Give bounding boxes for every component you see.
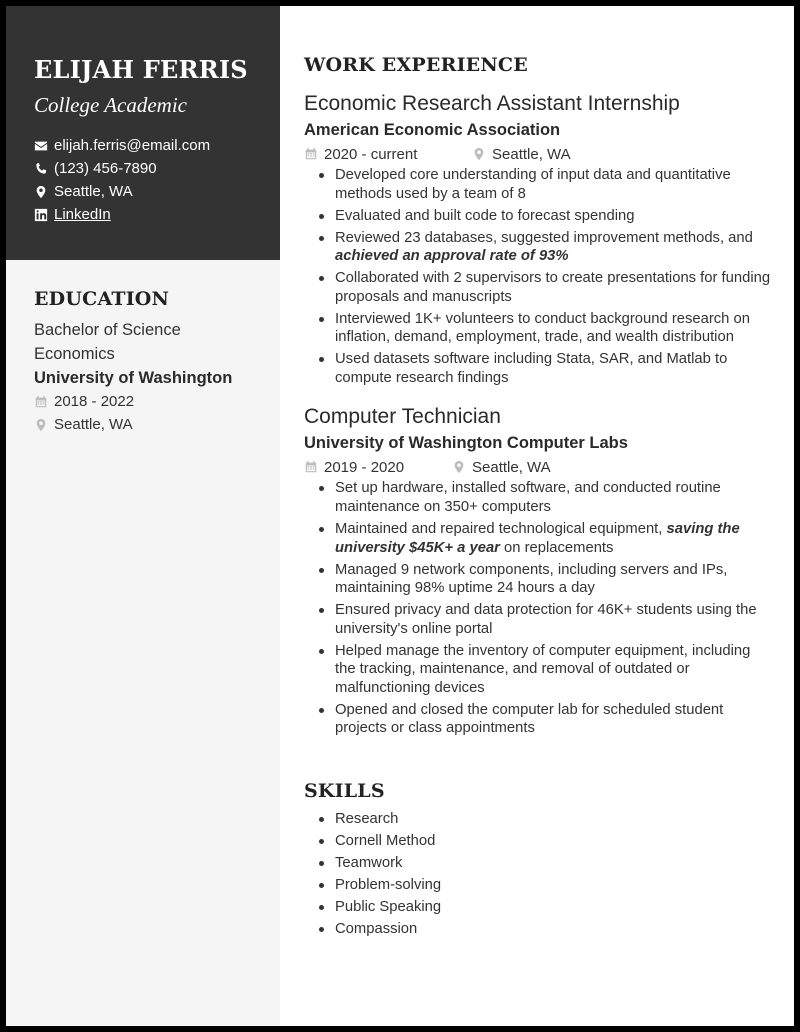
map-pin-icon — [34, 418, 48, 432]
job-location: Seattle, WA — [472, 458, 551, 476]
job-bullet: Used datasets software including Stata, SAR, and Matlab to compute research findings — [317, 350, 774, 387]
header-block — [6, 6, 280, 260]
candidate-subtitle: College Academic — [34, 93, 187, 117]
job-dates: 2019 - 2020 — [324, 458, 405, 476]
education-location-row — [34, 413, 280, 436]
job-bullet: Evaluated and built code to forecast spending — [317, 207, 774, 226]
job-meta — [304, 455, 774, 479]
education-degree: Bachelor of Science — [34, 321, 181, 339]
map-pin-icon — [34, 185, 48, 199]
calendar-icon — [34, 395, 48, 409]
job-location-item — [472, 146, 571, 163]
job-bullet — [317, 229, 774, 266]
education-location: Seattle, WA — [54, 416, 133, 433]
bullet-highlight: saving the university $45K+ a year — [335, 521, 740, 556]
job-bullet: Interviewed 1K+ volunteers to conduct background research on inflation, demand, employment, trade, and wealth distribution — [317, 310, 774, 347]
job-bullet: Developed core understanding of input data and quantitative methods used by a team of 8 — [317, 166, 774, 203]
work-experience-title: WORK EXPERIENCE — [304, 54, 528, 76]
job-bullet: Ensured privacy and data protection for 46K+ students using the university's online portal — [317, 601, 774, 638]
contact-location — [34, 180, 280, 203]
job-bullets — [317, 479, 774, 737]
linkedin-icon — [34, 208, 48, 222]
bullet-text: on replacements — [499, 539, 614, 556]
map-pin-icon — [452, 460, 466, 474]
job-bullet: Set up hardware, installed software, and conducted routine maintenance on 350+ computers — [317, 479, 774, 516]
job-bullet: Opened and closed the computer lab for scheduled student projects or class appointments — [317, 701, 774, 738]
contact-phone — [34, 157, 280, 180]
calendar-icon — [304, 460, 318, 474]
location-text: Seattle, WA — [54, 183, 133, 200]
linkedin-link[interactable]: LinkedIn — [54, 206, 111, 223]
skill-item: Teamwork — [317, 854, 774, 873]
skill-item: Public Speaking — [317, 898, 774, 917]
phone-text[interactable]: (123) 456-7890 — [54, 160, 157, 177]
skill-item: Research — [317, 810, 774, 829]
job-bullet: Managed 9 network components, including servers and IPs, maintaining 98% uptime 24 hours a day — [317, 561, 774, 598]
education-dates: 2018 - 2022 — [54, 393, 135, 410]
sidebar — [6, 6, 280, 1026]
education-school: University of Washington — [34, 369, 233, 387]
education-major: Economics — [34, 345, 115, 363]
job-bullet: Collaborated with 2 supervisors to create presentations for funding proposals and manuscripts — [317, 269, 774, 306]
job-location: Seattle, WA — [492, 145, 571, 163]
resume-page — [6, 6, 794, 1026]
bullet-highlight: achieved an approval rate of 93% — [335, 248, 569, 265]
contact-linkedin — [34, 203, 280, 226]
job-title: Computer Technician — [304, 405, 501, 429]
skill-item: Compassion — [317, 920, 774, 939]
skill-item: Problem-solving — [317, 876, 774, 895]
job-dates: 2020 - current — [324, 145, 418, 163]
job-title: Economic Research Assistant Internship — [304, 92, 680, 115]
education-dates-row — [34, 390, 280, 413]
skills-title: SKILLS — [304, 779, 385, 802]
job-bullets — [317, 166, 774, 387]
job-company: American Economic Association — [304, 121, 561, 139]
skill-item: Cornell Method — [317, 832, 774, 851]
bullet-text: Maintained and repaired technological equipment, — [335, 521, 667, 538]
map-pin-icon — [472, 147, 486, 161]
job-entry — [304, 90, 774, 387]
bullet-text: Reviewed 23 databases, suggested improvement methods, and — [335, 229, 753, 246]
envelope-icon — [34, 139, 48, 153]
skills-list — [317, 810, 774, 939]
job-bullet: Helped manage the inventory of computer equipment, including the tracking, maintenance, and removal of outdated or malfunctioning devices — [317, 642, 774, 698]
job-bullet — [317, 520, 774, 557]
job-company: University of Washington Computer Labs — [304, 434, 628, 453]
education-section — [6, 260, 280, 436]
contact-list — [34, 134, 280, 226]
education-title: EDUCATION — [34, 288, 170, 310]
job-dates-item — [304, 459, 452, 476]
phone-icon — [34, 162, 48, 176]
job-location-item — [452, 459, 551, 476]
candidate-name: ELIJAH FERRIS — [34, 55, 248, 84]
contact-email — [34, 134, 280, 157]
job-entry — [304, 403, 774, 737]
job-meta — [304, 142, 774, 166]
calendar-icon — [304, 147, 318, 161]
main-column — [280, 6, 794, 1026]
job-dates-item — [304, 146, 472, 163]
email-text[interactable]: elijah.ferris@email.com — [54, 137, 211, 154]
